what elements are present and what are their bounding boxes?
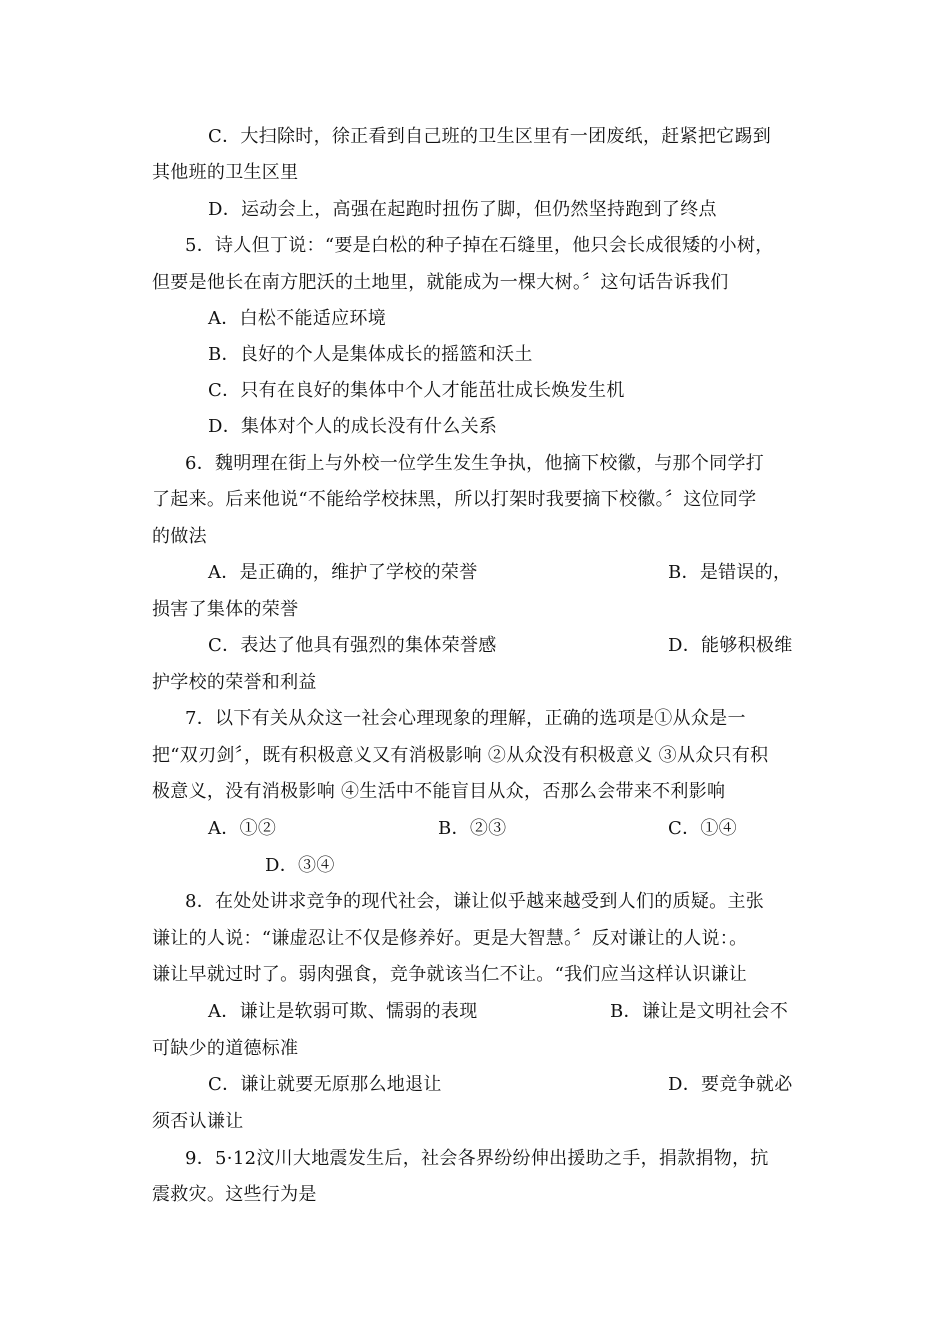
q8-option-d-line1: D．要竞争就必 (668, 1074, 793, 1095)
q7-option-a: A．①② (208, 818, 277, 839)
q4-option-d: D．运动会上，高强在起跑时扭伤了脚，但仍然坚持跑到了终点 (208, 199, 717, 220)
q5-option-c: C．只有在良好的集体中个人才能茁壮成长焕发生机 (208, 380, 625, 401)
q6-option-b-line1: B．是错误的， (668, 562, 792, 583)
q7-option-c: C．①④ (668, 818, 737, 839)
q8-option-d-line2: 须否认谦让 (152, 1111, 244, 1132)
q6-stem-line3: 的做法 (152, 526, 207, 547)
q7-stem-line3: 极意义，没有消极影响 ④生活中不能盲目从众，否那么会带来不利影响 (152, 781, 726, 802)
q7-stem-line1: 7．以下有关从众这一社会心理现象的理解，正确的选项是①从众是一 (185, 708, 746, 729)
q6-stem-line1: 6．魏明理在街上与外校一位学生发生争执，他摘下校徽，与那个同学打 (185, 453, 765, 474)
q8-option-c: C．谦让就要无原那么地退让 (208, 1074, 442, 1095)
q4-option-c-line2: 其他班的卫生区里 (152, 162, 299, 183)
q5-stem-line2: 但要是他长在南方肥沃的土地里，就能成为一棵大树。〞这句话告诉我们 (152, 272, 729, 293)
q5-option-d: D．集体对个人的成长没有什么关系 (208, 416, 498, 437)
q5-stem-line1: 5．诗人但丁说：“要是白松的种子掉在石缝里，他只会长成很矮的小树， (185, 235, 774, 256)
q8-option-a: A．谦让是软弱可欺、懦弱的表现 (208, 1001, 478, 1022)
q8-stem-line2: 谦让的人说：“谦虚忍让不仅是修养好。更是大智慧。〞反对谦让的人说：。 (152, 928, 748, 949)
q8-option-b-line2: 可缺少的道德标准 (152, 1038, 299, 1059)
q6-option-a: A．是正确的，维护了学校的荣誉 (208, 562, 478, 583)
q6-option-b-line2: 损害了集体的荣誉 (152, 599, 299, 620)
q6-option-c: C．表达了他具有强烈的集体荣誉感 (208, 635, 497, 656)
q5-option-b: B．良好的个人是集体成长的摇篮和沃土 (208, 344, 533, 365)
q6-stem-line2: 了起来。后来他说“不能给学校抹黑，所以打架时我要摘下校徽。〞这位同学 (152, 489, 757, 510)
q6-option-d-line2: 护学校的荣誉和利益 (152, 672, 317, 693)
q7-stem-line2: 把“双刃剑〞，既有积极意义又有消极影响 ②从众没有积极意义 ③从众只有积 (152, 745, 769, 766)
q8-stem-line3: 谦让早就过时了。弱肉强食，竞争就该当仁不让。“我们应当这样认识谦让 (152, 964, 748, 985)
q6-option-d-line1: D．能够积极维 (668, 635, 793, 656)
q4-option-c-line1: C．大扫除时，徐正看到自己班的卫生区里有一团废纸，赶紧把它踢到 (208, 126, 772, 147)
q8-option-b-line1: B．谦让是文明社会不 (610, 1001, 789, 1022)
q9-stem-line2: 震救灾。这些行为是 (152, 1184, 317, 1205)
q7-option-b: B．②③ (438, 818, 507, 839)
q5-option-a: A．白松不能适应环境 (208, 308, 386, 329)
q9-stem-line1: 9．5·12汶川大地震发生后，社会各界纷纷伸出援助之手，捐款捐物，抗 (185, 1148, 769, 1169)
q7-option-d: D．③④ (265, 855, 335, 876)
q8-stem-line1: 8．在处处讲求竞争的现代社会，谦让似乎越来越受到人们的质疑。主张 (185, 891, 765, 912)
